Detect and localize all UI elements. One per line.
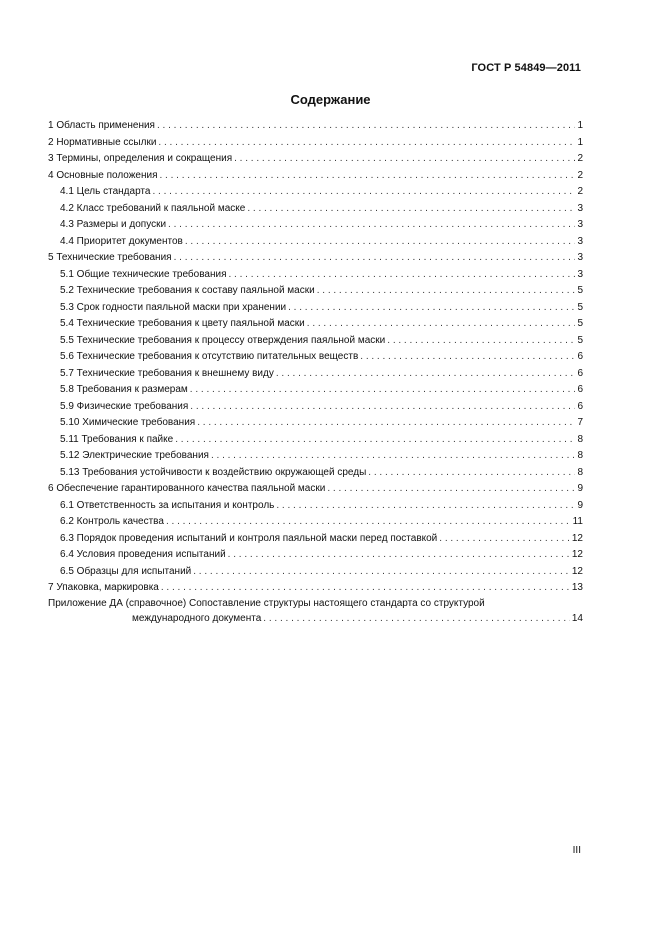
page-number: III: [572, 845, 581, 856]
toc-entry[interactable]: [48, 283, 583, 300]
toc-leader-dots: [211, 448, 575, 465]
toc-entry-page: 2: [577, 153, 583, 164]
toc-entry[interactable]: [48, 448, 583, 465]
toc-entry-page: 1: [577, 120, 583, 131]
toc-entry-title: 5.2 Технические требования к составу паяльной маски: [60, 285, 315, 296]
toc-entry-page: 3: [577, 219, 583, 230]
toc-leader-dots: [152, 184, 575, 201]
toc-entry-title: 5.7 Технические требования к внешнему виду: [60, 367, 274, 379]
toc-leader-dots: [193, 564, 570, 581]
toc-entry-page: 3: [577, 268, 583, 280]
toc-entry-title: 2 Нормативные ссылки: [48, 136, 157, 148]
toc-entry[interactable]: [48, 514, 583, 531]
toc-entry-title: 5.12 Электрические требования: [60, 450, 209, 461]
toc-entry-page: 5: [577, 318, 583, 329]
toc-entry[interactable]: [48, 547, 583, 564]
toc-leader-dots: [263, 611, 570, 628]
toc-leader-dots: [387, 333, 575, 350]
toc-entry-title: 5.4 Технические требования к цвету паяльной маски: [60, 318, 305, 329]
toc-leader-dots: [168, 217, 575, 234]
toc-entry-page: 9: [577, 483, 583, 494]
toc-entry-title: 5.6 Технические требования к отсутствию питательных веществ: [60, 351, 359, 362]
toc-entry-page: 8: [577, 466, 583, 478]
toc-entry-title: 5.13 Требования устойчивости к воздействию окружающей среды: [60, 466, 367, 478]
toc-entry-page: 3: [577, 252, 583, 263]
toc-leader-dots: [368, 465, 575, 482]
toc-leader-dots: [161, 580, 570, 597]
document-code: ГОСТ Р 54849—2011: [471, 62, 581, 74]
toc-entry[interactable]: [48, 333, 583, 350]
toc-entry-title: 5 Технические требования: [48, 252, 172, 263]
toc-entry-page: 5: [577, 334, 583, 346]
toc-entry-title: 1 Область применения: [48, 120, 155, 131]
toc-leader-dots: [228, 547, 570, 564]
toc-leader-dots: [160, 168, 576, 185]
toc-entry[interactable]: [48, 217, 583, 234]
toc-entry-title: 4.2 Класс требований к паяльной маске: [60, 202, 246, 214]
toc-entry-page: 6: [577, 367, 583, 379]
toc-entry-title: 4 Основные положения: [48, 169, 158, 181]
toc-entry-page: 2: [577, 169, 583, 181]
toc-entry-title: 6.4 Условия проведения испытаний: [60, 549, 226, 560]
toc-entry-title: 4.1 Цель стандарта: [60, 186, 151, 197]
toc-leader-dots: [327, 481, 575, 498]
toc-entry[interactable]: [48, 432, 583, 449]
toc-entry[interactable]: [48, 465, 583, 482]
toc-entry[interactable]: [48, 300, 583, 317]
toc-leader-dots: [157, 118, 575, 135]
toc-entry-page: 5: [577, 285, 583, 296]
toc-entry[interactable]: [48, 382, 583, 399]
toc-entry-title: 4.4 Приоритет документов: [60, 235, 183, 247]
toc-entry[interactable]: [48, 151, 583, 168]
toc-entry-title: 6.3 Порядок проведения испытаний и контроля паяльной маски перед поставкой: [60, 532, 438, 544]
toc-entry-page: 12: [571, 532, 583, 544]
toc-appendix-title[interactable]: Приложение ДА (справочное) Сопоставление структуры настоящего стандарта со структурой: [48, 597, 485, 609]
toc-entry-title: 5.5 Технические требования к процессу отверждения паяльной маски: [60, 334, 386, 346]
toc-entry[interactable]: [48, 267, 583, 284]
toc-entry[interactable]: [48, 316, 583, 333]
toc-entry[interactable]: [48, 184, 583, 201]
toc-appendix-page: 14: [571, 612, 583, 624]
toc-entry[interactable]: [48, 415, 583, 432]
toc-entry[interactable]: [48, 168, 583, 185]
toc-entry-page: 3: [577, 235, 583, 247]
toc-entry-page: 3: [577, 202, 583, 214]
toc-leader-dots: [276, 366, 576, 383]
toc-entry[interactable]: [48, 366, 583, 383]
toc-entry[interactable]: [48, 481, 583, 498]
toc-entry-page: 6: [577, 351, 583, 362]
toc-leader-dots: [229, 267, 576, 284]
toc-entry-page: 5: [577, 301, 583, 313]
toc-leader-dots: [185, 234, 576, 251]
toc-leader-dots: [174, 250, 576, 267]
toc-entry-page: 12: [571, 565, 583, 577]
toc-entry-title: 5.10 Химические требования: [60, 417, 196, 428]
page-title: Содержание: [290, 92, 371, 107]
toc-appendix-entry[interactable]: [48, 611, 583, 628]
toc-entry[interactable]: [48, 399, 583, 416]
toc-leader-dots: [197, 415, 575, 432]
toc-leader-dots: [234, 151, 575, 168]
toc-entry-title: 5.1 Общие технические требования: [60, 268, 227, 280]
toc-entry-title: 6.5 Образцы для испытаний: [60, 565, 192, 577]
toc-leader-dots: [190, 399, 575, 416]
toc-appendix-subtitle: международного документа: [132, 612, 262, 624]
toc-leader-dots: [439, 531, 570, 548]
toc-entry[interactable]: [48, 201, 583, 218]
toc-leader-dots: [360, 349, 575, 366]
toc-entry-title: 5.8 Требования к размерам: [60, 384, 188, 395]
toc-entry-title: 3 Термины, определения и сокращения: [48, 153, 233, 164]
toc-entry[interactable]: [48, 135, 583, 152]
toc-leader-dots: [158, 135, 575, 152]
toc-entry-page: 6: [577, 384, 583, 395]
toc-entry-title: 4.3 Размеры и допуски: [60, 219, 167, 230]
toc-leader-dots: [175, 432, 575, 449]
toc-entry-title: 5.9 Физические требования: [60, 400, 189, 412]
table-of-contents: [48, 118, 583, 627]
toc-entry-page: 2: [577, 186, 583, 197]
toc-entry-title: 6.1 Ответственность за испытания и контроль: [60, 499, 275, 511]
toc-entry[interactable]: [48, 250, 583, 267]
toc-entry[interactable]: [48, 118, 583, 135]
toc-entry-page: 12: [571, 549, 583, 560]
toc-entry[interactable]: [48, 234, 583, 251]
toc-entry-title: 5.11 Требования к пайке: [60, 433, 174, 445]
toc-entry[interactable]: [48, 580, 583, 597]
toc-entry[interactable]: [48, 349, 583, 366]
toc-entry[interactable]: [48, 564, 583, 581]
toc-entry-page: 9: [577, 499, 583, 511]
toc-entry-page: 1: [577, 136, 583, 148]
toc-leader-dots: [166, 514, 571, 531]
toc-leader-dots: [317, 283, 576, 300]
toc-entry-page: 7: [577, 417, 583, 428]
toc-entry-page: 13: [571, 582, 583, 593]
toc-entry[interactable]: [48, 531, 583, 548]
toc-entry-page: 8: [577, 450, 583, 461]
toc-leader-dots: [247, 201, 575, 218]
toc-entry-page: 6: [577, 400, 583, 412]
toc-leader-dots: [307, 316, 576, 333]
toc-entry-page: 8: [577, 433, 583, 445]
toc-entry-title: 6 Обеспечение гарантированного качества паяльной маски: [48, 483, 326, 494]
toc-leader-dots: [276, 498, 575, 515]
toc-leader-dots: [288, 300, 575, 317]
toc-entry-page: 11: [572, 516, 583, 527]
toc-entry-title: 6.2 Контроль качества: [60, 516, 164, 527]
toc-entry[interactable]: [48, 498, 583, 515]
toc-entry-title: 5.3 Срок годности паяльной маски при хранении: [60, 301, 287, 313]
toc-leader-dots: [190, 382, 576, 399]
toc-entry-title: 7 Упаковка, маркировка: [48, 582, 159, 593]
